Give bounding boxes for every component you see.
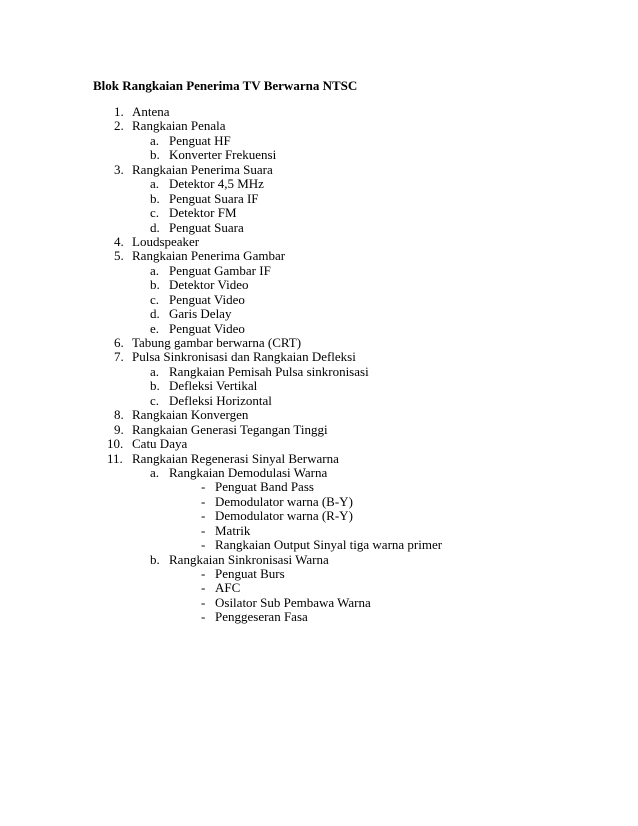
list-marker: 4. xyxy=(114,233,124,249)
list-item-text: Rangkaian Generasi Tegangan Tinggi xyxy=(132,421,328,437)
outline-subitem xyxy=(0,192,638,206)
list-item-text: Rangkaian Konvergen xyxy=(132,407,249,423)
list-item-text: Detektor Video xyxy=(169,277,249,293)
outline-subitem xyxy=(0,466,638,480)
list-item-text: Tabung gambar berwarna (CRT) xyxy=(132,335,302,350)
list-item-text: Defleksi Vertikal xyxy=(169,378,258,394)
list-item-text: Penguat Suara xyxy=(169,219,244,235)
list-marker: e. xyxy=(150,320,160,336)
outline-subitem xyxy=(0,148,638,162)
list-item-text: Penguat HF xyxy=(169,132,231,148)
outline-item xyxy=(0,350,638,364)
list-marker: c. xyxy=(150,291,160,307)
list-marker: - xyxy=(201,609,206,625)
list-marker: b. xyxy=(150,277,160,293)
list-marker: - xyxy=(201,580,206,596)
list-item-text: Pulsa Sinkronisasi dan Rangkaian Defleksi xyxy=(132,349,356,365)
outline-subsubitem xyxy=(0,495,638,509)
list-item-text: Demodulator warna (R-Y) xyxy=(215,508,353,524)
list-item-text: Detektor 4,5 MHz xyxy=(169,176,264,192)
list-item-text: Rangkaian Demodulasi Warna xyxy=(169,464,328,480)
list-marker: - xyxy=(201,594,206,610)
outline-subsubitem xyxy=(0,581,638,595)
list-item-text: Loudspeaker xyxy=(132,233,200,249)
list-marker: a. xyxy=(150,363,160,379)
list-marker: a. xyxy=(150,176,160,192)
list-item-text: Rangkaian Sinkronisasi Warna xyxy=(169,551,329,567)
list-item-text: Penguat Video xyxy=(169,320,245,336)
list-marker: - xyxy=(201,508,206,524)
list-item-text: Penguat Burs xyxy=(215,566,285,581)
outline-subitem xyxy=(0,394,638,408)
document-title: Blok Rangkaian Penerima TV Berwarna NTSC xyxy=(93,78,358,93)
outline-subitem xyxy=(0,221,638,235)
outline-subsubitem xyxy=(0,538,638,552)
outline-subsubitem xyxy=(0,509,638,523)
outline-item xyxy=(0,336,638,350)
list-marker: c. xyxy=(150,205,160,221)
outline-item xyxy=(0,437,638,451)
outline-item xyxy=(0,452,638,466)
list-marker: 5. xyxy=(114,248,124,264)
list-marker: c. xyxy=(150,392,160,408)
list-item-text: Rangkaian Penala xyxy=(132,118,226,134)
list-marker: b. xyxy=(150,147,160,163)
list-item-text: Defleksi Horizontal xyxy=(169,392,272,408)
list-item-text: Rangkaian Penerima Suara xyxy=(132,161,273,177)
list-item-text: Penguat Band Pass xyxy=(215,479,314,495)
list-item-text: Rangkaian Penerima Gambar xyxy=(132,248,286,264)
list-item-text: Demodulator warna (B-Y) xyxy=(215,493,353,509)
list-marker: d. xyxy=(150,219,160,235)
list-item-text: Penguat Video xyxy=(169,291,245,307)
list-marker: - xyxy=(201,493,206,509)
list-marker: 6. xyxy=(114,335,124,350)
outline-item xyxy=(0,423,638,437)
list-marker: 9. xyxy=(114,421,124,437)
outline-subitem xyxy=(0,553,638,567)
outline-item xyxy=(0,119,638,133)
outline-item xyxy=(0,249,638,263)
outline-subsubitem xyxy=(0,567,638,581)
outline-subitem xyxy=(0,206,638,220)
list-marker: a. xyxy=(150,262,160,278)
list-marker: 1. xyxy=(114,104,124,119)
list-item-text: Detektor FM xyxy=(169,205,237,221)
outline-item xyxy=(0,105,638,119)
list-item-text: Rangkaian Output Sinyal tiga warna primer xyxy=(215,537,443,553)
list-marker: - xyxy=(201,479,206,495)
list-item-text: Osilator Sub Pembawa Warna xyxy=(215,594,371,610)
outline-subitem xyxy=(0,307,638,321)
list-marker: 10. xyxy=(107,436,124,452)
outline-subitem xyxy=(0,278,638,292)
list-item-text: Matrik xyxy=(215,522,251,538)
list-item-text: Antena xyxy=(132,104,170,119)
list-item-text: Penggeseran Fasa xyxy=(215,609,308,625)
outline-subsubitem xyxy=(0,610,638,624)
outline-subitem xyxy=(0,322,638,336)
outline-item xyxy=(0,235,638,249)
list-marker: d. xyxy=(150,306,160,322)
outline-subsubitem xyxy=(0,596,638,610)
list-marker: - xyxy=(201,566,206,581)
list-item-text: Penguat Suara IF xyxy=(169,190,259,206)
list-marker: b. xyxy=(150,551,160,567)
outline-subitem xyxy=(0,365,638,379)
outline-subitem xyxy=(0,177,638,191)
list-item-text: Garis Delay xyxy=(169,306,232,322)
list-item-text: Konverter Frekuensi xyxy=(169,147,277,163)
list-item-text: Rangkaian Pemisah Pulsa sinkronisasi xyxy=(169,363,369,379)
outline-subitem xyxy=(0,134,638,148)
outline-subitem xyxy=(0,264,638,278)
list-item-text: Rangkaian Regenerasi Sinyal Berwarna xyxy=(132,450,339,466)
outline-subsubitem xyxy=(0,480,638,494)
list-item-text: AFC xyxy=(215,580,241,596)
list-marker: b. xyxy=(150,378,160,394)
outline-item xyxy=(0,163,638,177)
list-marker: 8. xyxy=(114,407,124,423)
outline-subsubitem xyxy=(0,524,638,538)
list-marker: b. xyxy=(150,190,160,206)
list-item-text: Catu Daya xyxy=(132,436,188,452)
list-marker: 2. xyxy=(114,118,124,134)
outline-item xyxy=(0,408,638,422)
list-marker: a. xyxy=(150,132,160,148)
list-marker: a. xyxy=(150,464,160,480)
outline-list xyxy=(0,105,638,625)
list-marker: - xyxy=(201,537,206,553)
list-marker: 7. xyxy=(114,349,124,365)
list-marker: 11. xyxy=(107,450,123,466)
outline-subitem xyxy=(0,293,638,307)
list-marker: 3. xyxy=(114,161,124,177)
list-item-text: Penguat Gambar IF xyxy=(169,262,271,278)
list-marker: - xyxy=(201,522,206,538)
outline-subitem xyxy=(0,379,638,393)
